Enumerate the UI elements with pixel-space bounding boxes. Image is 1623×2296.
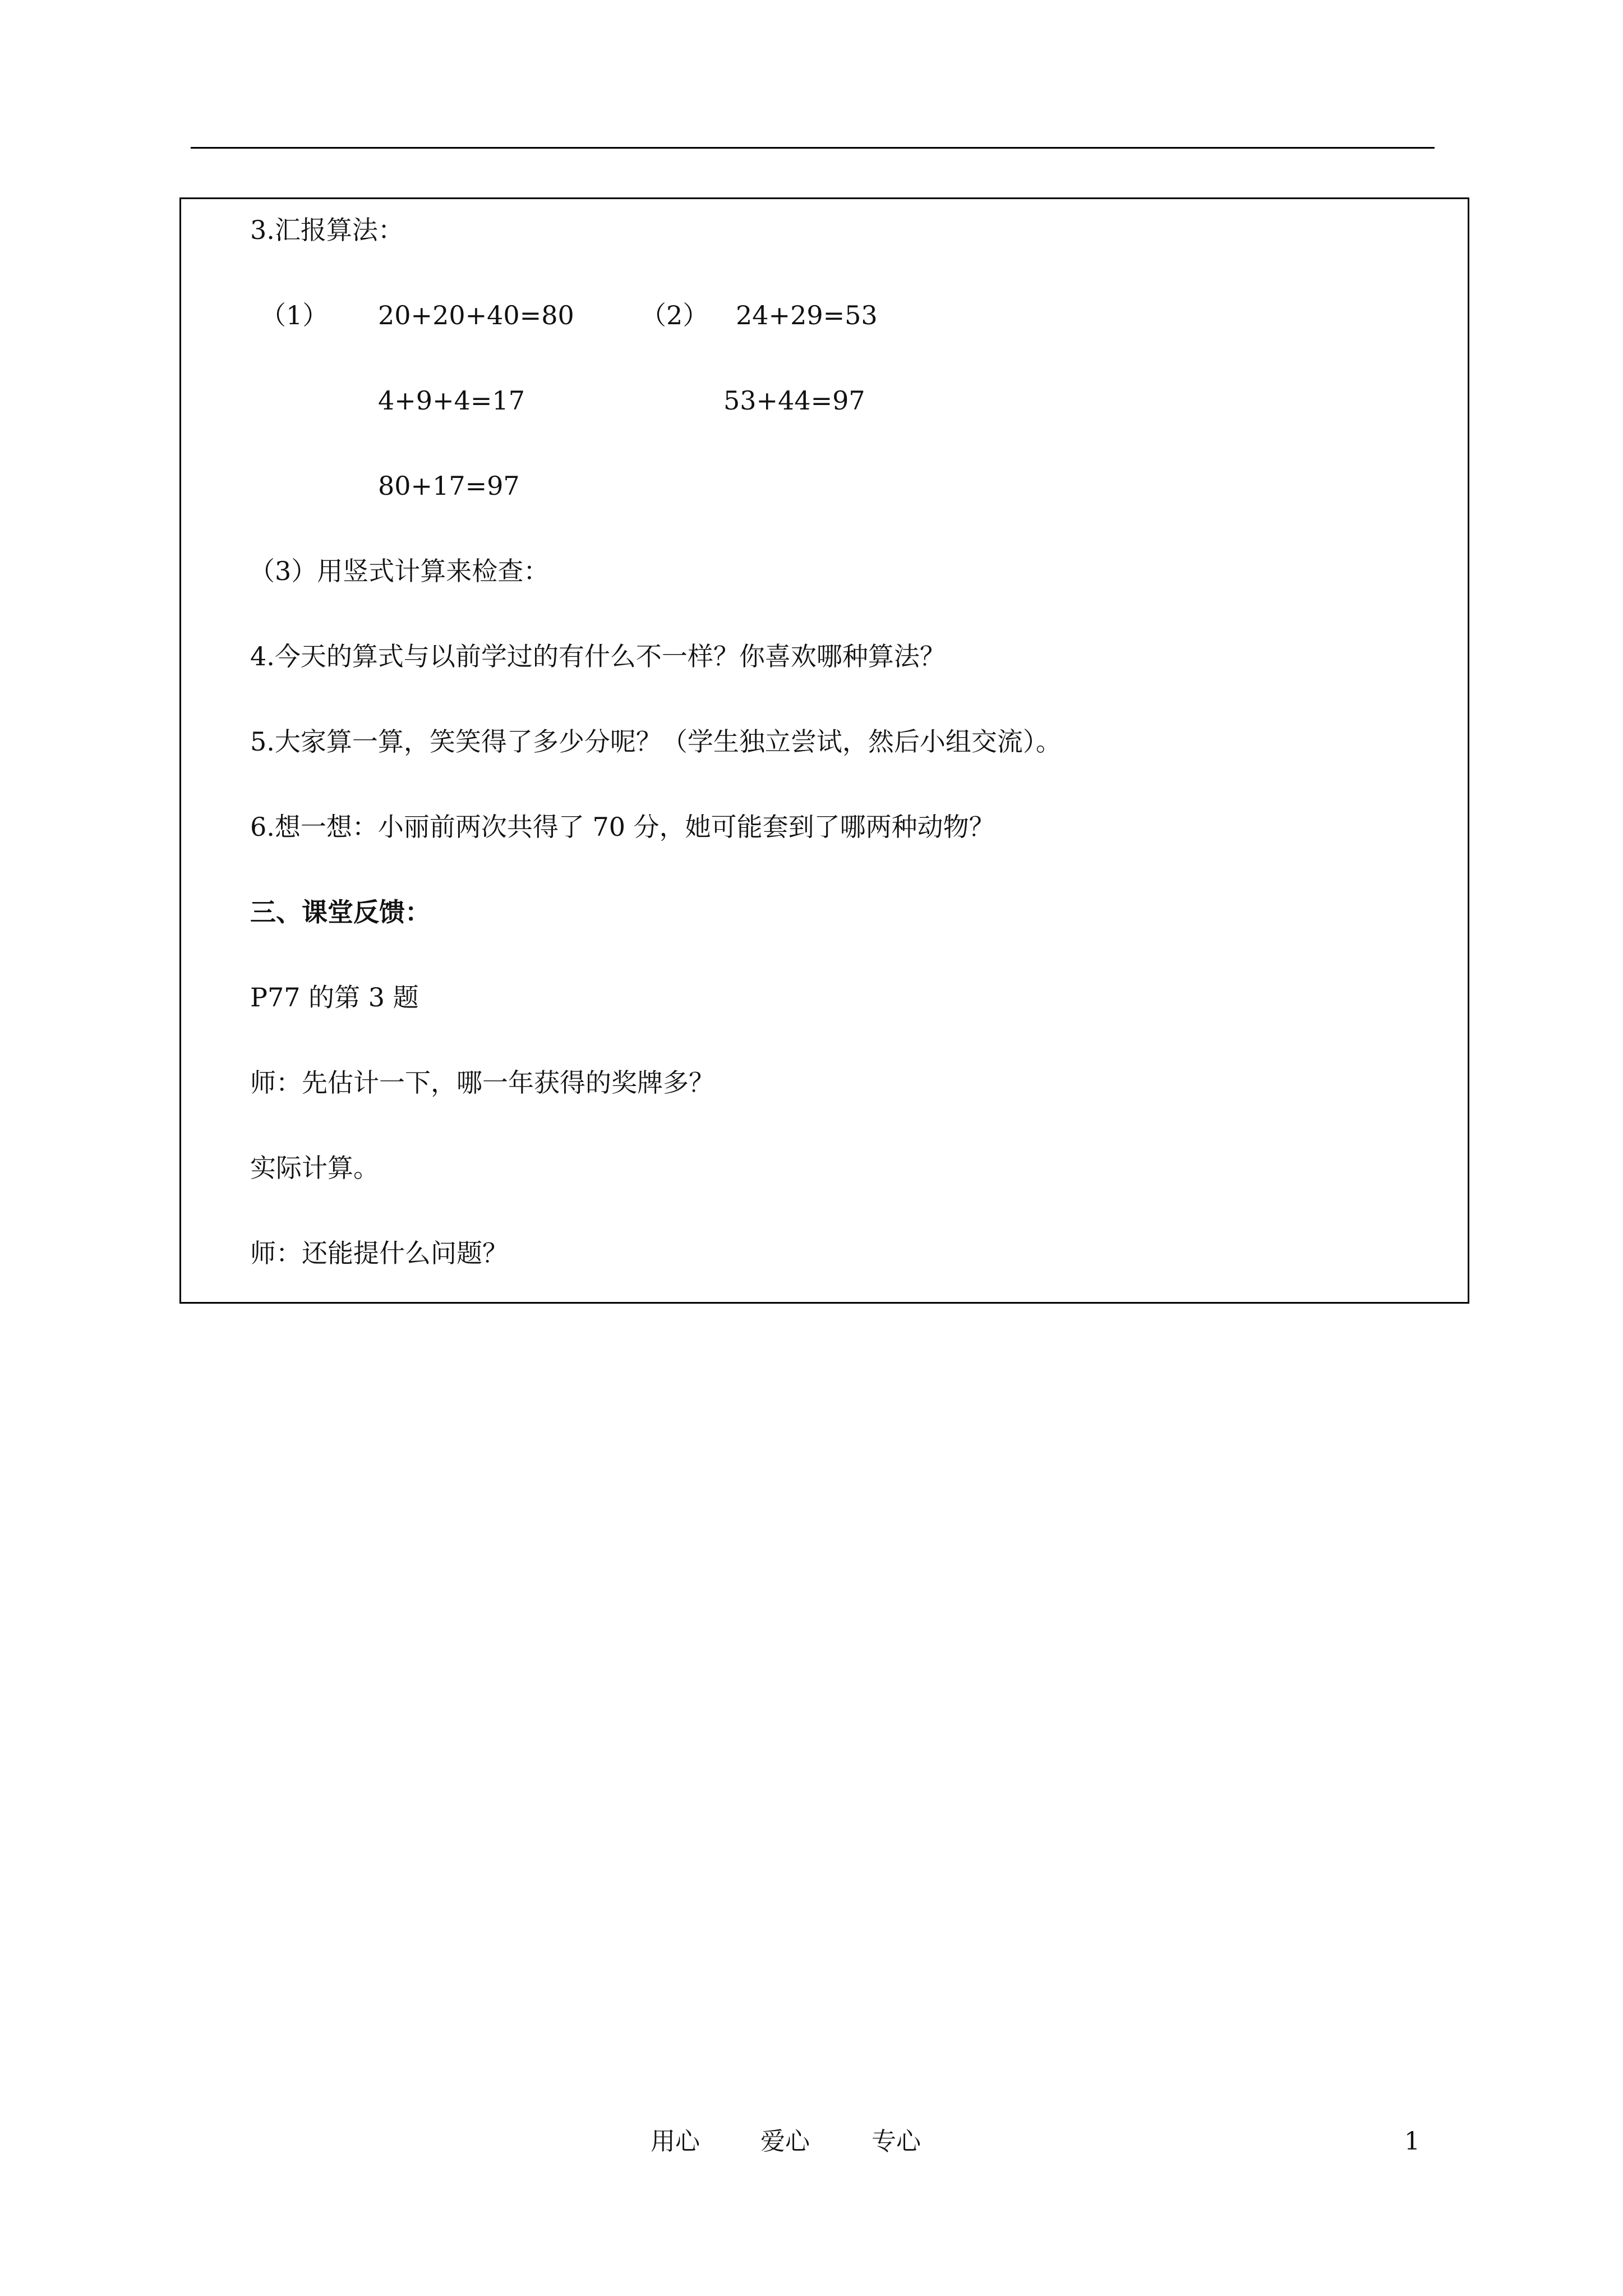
report-heading: 3.汇报算法： — [250, 215, 404, 245]
footer-motto-3: 专心 — [872, 2127, 921, 2156]
method1-step: 20+20+40=80 — [378, 300, 574, 330]
exercise-reference: P77 的第 3 题 — [250, 982, 419, 1013]
method1-step: 80+17=97 — [378, 471, 520, 501]
question-6: 6.想一想：小丽前两次共得了 70 分，她可能套到了哪两种动物？ — [250, 812, 995, 842]
actual-calc-line: 实际计算。 — [250, 1153, 379, 1183]
page-number: 1 — [1404, 2127, 1420, 2156]
question-5: 5.大家算一算，笑笑得了多少分呢？（学生独立尝试，然后小组交流）。 — [250, 726, 1062, 757]
method2-step: 24+29=53 — [736, 300, 878, 330]
method2-step: 53+44=97 — [723, 385, 865, 416]
check-line: （3）用竖式计算来检查： — [249, 556, 550, 586]
method1-label: （1） — [260, 300, 329, 330]
teacher-line-1: 师：先估计一下，哪一年获得的奖牌多？ — [250, 1068, 714, 1098]
teacher-line-2: 师：还能提什么问题？ — [250, 1238, 508, 1268]
footer-motto-2: 爱心 — [760, 2127, 810, 2156]
section3-heading: 三、课堂反馈： — [250, 897, 431, 927]
footer-motto-1: 用心 — [651, 2127, 700, 2156]
header-rule — [191, 147, 1435, 149]
method1-step: 4+9+4=17 — [378, 385, 525, 416]
method2-label: （2） — [640, 300, 709, 330]
question-4: 4.今天的算式与以前学过的有什么不一样？你喜欢哪种算法？ — [250, 641, 946, 671]
